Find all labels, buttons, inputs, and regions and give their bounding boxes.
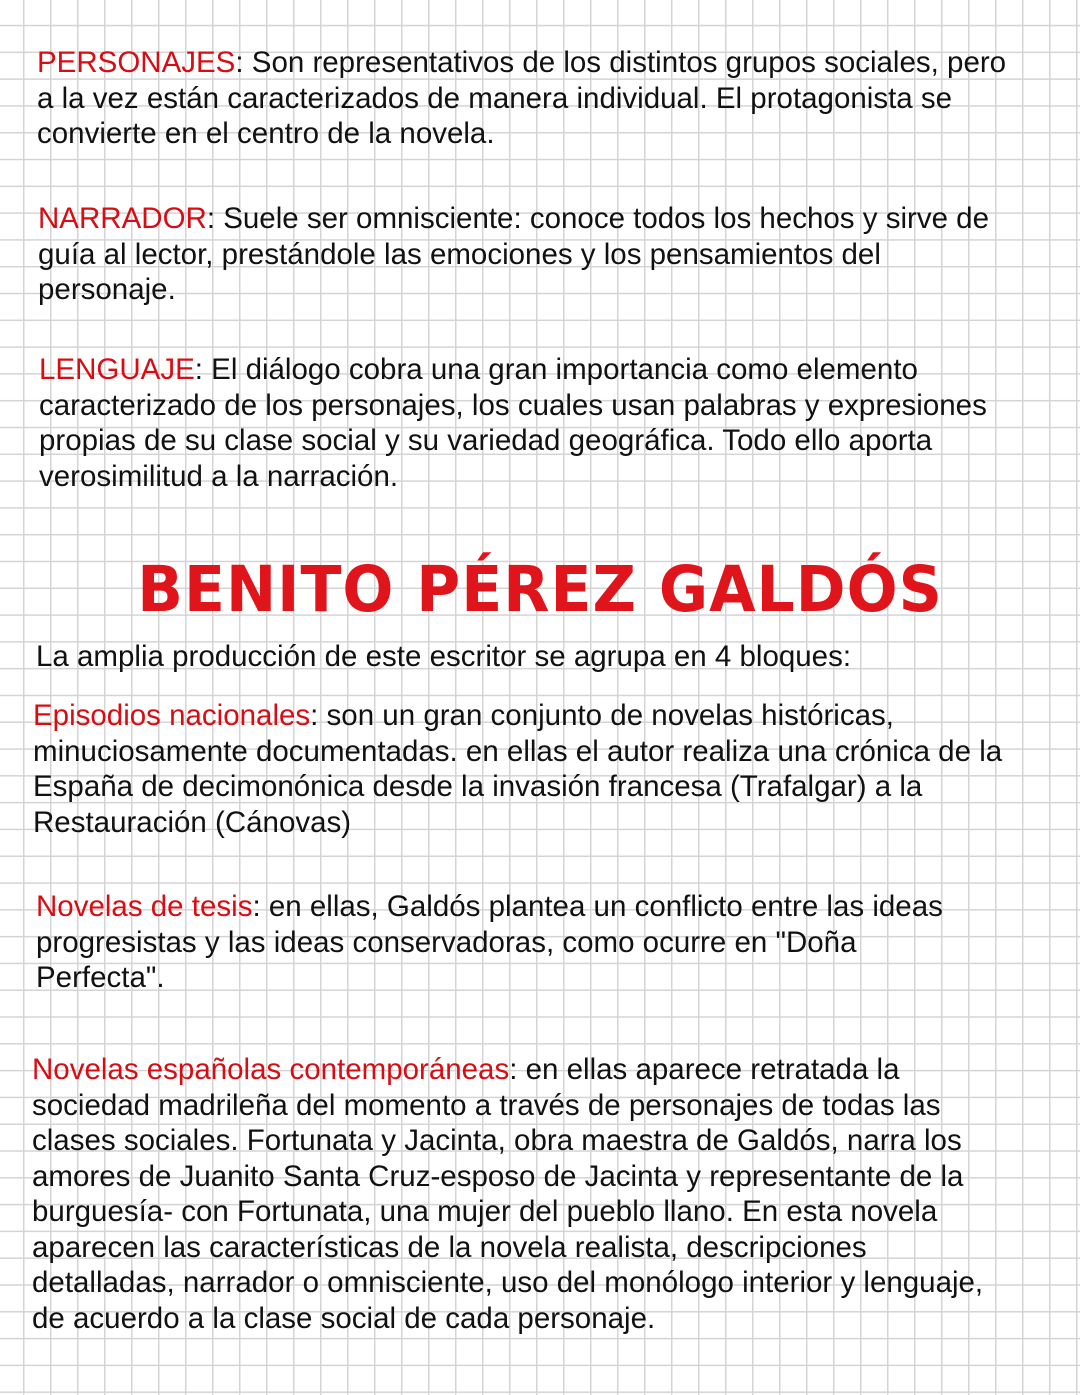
contemporaneas-term: Novelas españolas contemporáneas — [32, 1053, 510, 1086]
contemporaneas-line-8: de acuerdo a la clase social de cada personaje. — [32, 1301, 656, 1335]
intro-text — [36, 639, 851, 675]
tesis-paragraph — [36, 889, 943, 996]
intro-line: La amplia producción de este escritor se agrupa en 4 bloques: — [36, 640, 852, 673]
contemporaneas-line-2: sociedad madrileña del momento a través de personajes de todas las — [32, 1088, 941, 1122]
page-title: BENITO PÉREZ GALDÓS — [137, 553, 943, 627]
episodios-line-1: : son un gran conjunto de novelas históricas, — [310, 699, 894, 732]
contemporaneas-line-4: amores de Juanito Santa Cruz-esposo de Jacinta y representante de la — [32, 1159, 964, 1193]
episodios-line-3: España de decimonónica desde la invasión francesa (Trafalgar) a la — [33, 770, 923, 803]
narrador-line-1: : Suele ser omnisciente: conoce todos los hechos y sirve de — [206, 202, 989, 235]
narrador-paragraph — [38, 201, 989, 308]
contemporaneas-line-3: clases sociales. Fortunata y Jacinta, obra maestra de Galdós, narra los — [32, 1124, 962, 1157]
lenguaje-term: LENGUAJE — [39, 353, 195, 386]
tesis-line-2: progresistas y las ideas conservadoras, como ocurre en "Doña — [36, 925, 857, 959]
narrador-term: NARRADOR — [38, 202, 207, 235]
tesis-line-1: : en ellas, Galdós plantea un conflicto entre las ideas — [252, 890, 943, 923]
narrador-line-3: personaje. — [38, 273, 176, 306]
narrador-line-2: guía al lector, prestándole las emociones y los pensamientos del — [38, 237, 881, 271]
contemporaneas-line-1: : en ellas aparece retratada la — [509, 1053, 900, 1086]
lenguaje-line-2: caracterizado de los personajes, los cuales usan palabras y expresiones — [39, 388, 987, 422]
episodios-paragraph — [33, 698, 1002, 840]
tesis-line-3: Perfecta". — [36, 961, 165, 994]
episodios-line-2: minuciosamente documentadas. en ellas el autor realiza una crónica de la — [33, 734, 1003, 768]
lenguaje-line-1: : El diálogo cobra una gran importancia como elemento — [194, 353, 918, 386]
lenguaje-paragraph — [39, 352, 987, 494]
personajes-paragraph — [37, 45, 1006, 152]
lenguaje-line-3: propias de su clase social y su variedad geográfica. Todo ello aporta — [39, 424, 933, 457]
personajes-term: PERSONAJES — [37, 46, 236, 79]
lenguaje-line-4: verosimilitud a la narración. — [39, 459, 399, 493]
episodios-line-4: Restauración (Cánovas) — [33, 805, 352, 839]
personajes-line-3: convierte en el centro de la novela. — [37, 117, 495, 150]
contemporaneas-line-6: aparecen las características de la novela realista, descripciones — [32, 1230, 867, 1264]
contemporaneas-line-7: detalladas, narrador o omnisciente, uso del monólogo interior y lenguaje, — [32, 1266, 984, 1299]
personajes-line-1: : Son representativos de los distintos grupos sociales, pero — [235, 46, 1007, 79]
contemporaneas-line-5: burguesía- con Fortunata, una mujer del pueblo llano. En esta novela — [32, 1195, 938, 1228]
tesis-term: Novelas de tesis — [36, 890, 253, 923]
contemporaneas-paragraph — [32, 1052, 983, 1336]
personajes-line-2: a la vez están caracterizados de manera individual. El protagonista se — [37, 81, 953, 115]
episodios-term: Episodios nacionales — [33, 699, 311, 732]
